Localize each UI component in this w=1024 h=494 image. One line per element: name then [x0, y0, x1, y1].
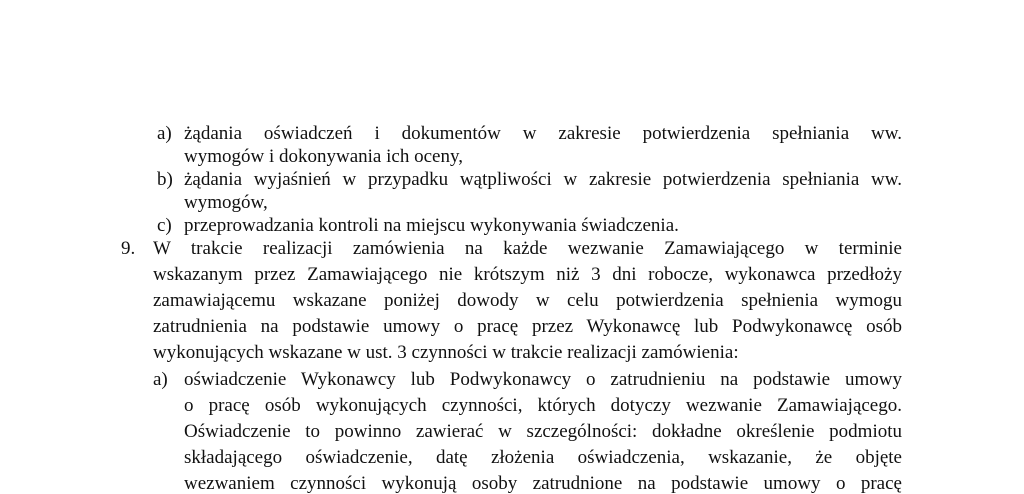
sub-item-a-line-2: wymogów i dokonywania ich oceny,	[184, 146, 463, 167]
item-9a-line-5: wezwaniem czynności wykonują osoby zatrudnione na podstawie umowy o pracę	[184, 473, 902, 494]
list-marker-9: 9.	[121, 238, 136, 259]
item-9-line-1: W trakcie realizacji zamówienia na każde wezwanie Zamawiającego w terminie	[153, 238, 902, 259]
list-marker-9a: a)	[153, 369, 168, 390]
item-9a-line-3: Oświadczenie to powinno zawierać w szczególności: dokładne określenie podmiotu	[184, 421, 902, 442]
item-9a-line-4: składającego oświadczenie, datę złożenia oświadczenia, wskazanie, że objęte	[184, 447, 902, 468]
item-9-line-4: zatrudnienia na podstawie umowy o pracę przez Wykonawcę lub Podwykonawcę osób	[153, 316, 902, 337]
sub-item-b-line-1: żądania wyjaśnień w przypadku wątpliwości w zakresie potwierdzenia spełniania ww.	[184, 169, 902, 190]
sub-item-a-line-1: żądania oświadczeń i dokumentów w zakresie potwierdzenia spełniania ww.	[184, 123, 902, 144]
sub-item-b-line-2: wymogów,	[184, 192, 268, 213]
item-9a-line-1: oświadczenie Wykonawcy lub Podwykonawcy o zatrudnieniu na podstawie umowy	[184, 369, 902, 390]
list-marker-c: c)	[157, 215, 172, 236]
list-marker-b: b)	[157, 169, 173, 190]
item-9a-line-2: o pracę osób wykonujących czynności, których dotyczy wezwanie Zamawiającego.	[184, 395, 902, 416]
item-9-line-2: wskazanym przez Zamawiającego nie krótszym niż 3 dni robocze, wykonawca przedłoży	[153, 264, 902, 285]
item-9-line-3: zamawiającemu wskazane poniżej dowody w celu potwierdzenia spełnienia wymogu	[153, 290, 902, 311]
list-marker-a: a)	[157, 123, 172, 144]
sub-item-c-line-1: przeprowadzania kontroli na miejscu wykonywania świadczenia.	[184, 215, 679, 236]
item-9-line-5: wykonujących wskazane w ust. 3 czynności w trakcie realizacji zamówienia:	[153, 342, 739, 363]
